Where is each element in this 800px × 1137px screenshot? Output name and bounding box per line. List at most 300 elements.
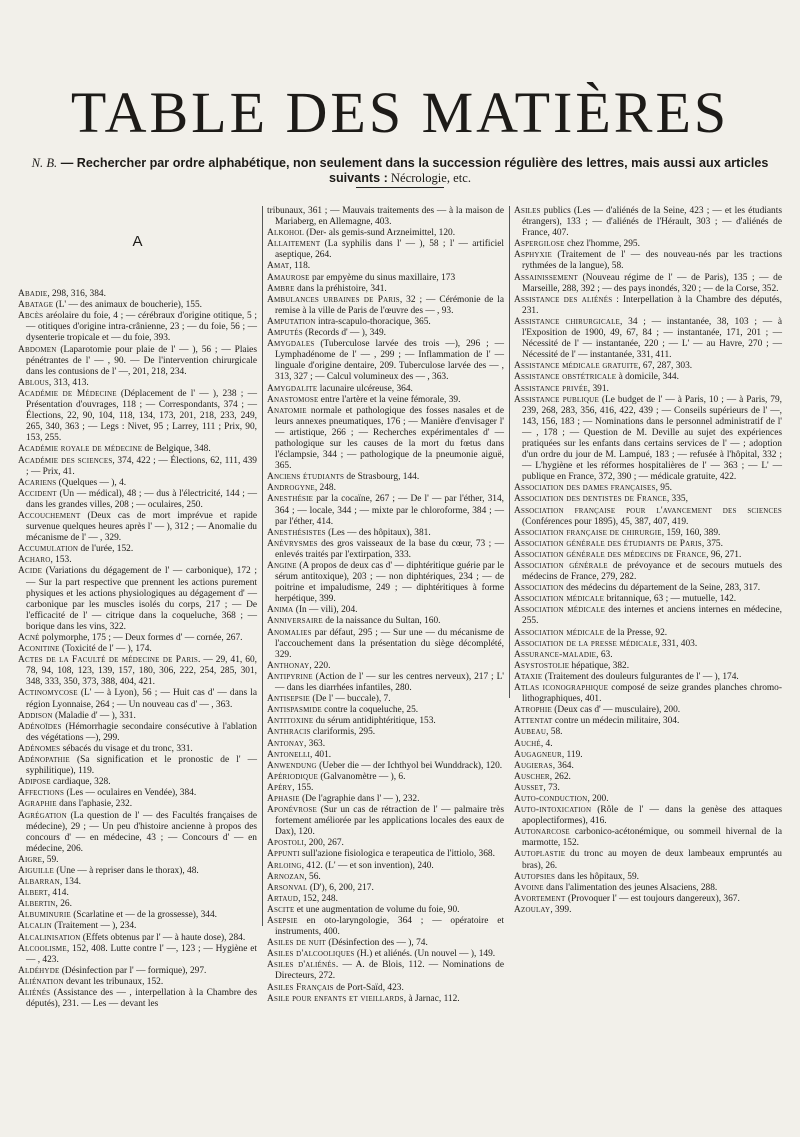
index-entry: [514, 716, 782, 727]
entry-text: , 374, 422 ; — Élections, 62, 111, 439 ; — Prix, 41.: [26, 455, 257, 477]
index-entry: [514, 794, 782, 805]
entry-headword: Autopsies: [514, 871, 556, 882]
entry-headword: Abcès: [18, 311, 44, 322]
entry-text: (Galvanomètre — ), 6.: [317, 771, 406, 782]
entry-headword: Accouchement: [18, 510, 81, 521]
index-entry: [514, 395, 782, 484]
entry-text: , 153.: [50, 555, 72, 566]
index-entry: [267, 539, 504, 561]
index-entry: [18, 711, 257, 722]
entry-text: (Provoquer l' — est toujours dangereux), 367.: [565, 893, 740, 904]
entry-text: (Une — à repriser dans le thorax), 48.: [53, 865, 199, 876]
entry-text: (H.) et aliénés. (Un nouvel — ), 149.: [354, 949, 496, 960]
entry-text: , 59.: [42, 854, 59, 865]
index-entry: [18, 799, 257, 810]
index-entry: [514, 805, 782, 827]
entry-text: (Désinfection par l' — formique), 297.: [59, 965, 207, 976]
index-entry: [514, 361, 782, 372]
index-entry: [18, 966, 257, 977]
entry-text: (Nouveau régime de l' — de Paris), 135 ; — de Marseille, 288, 392 ; — des pays inondés, 320 ; — de la Corse, 352.: [522, 272, 782, 294]
index-entry: [514, 761, 782, 772]
index-entry: [267, 694, 504, 705]
entry-headword: Arsonval: [267, 882, 308, 893]
index-entry: [267, 794, 504, 805]
index-entry: [267, 406, 504, 473]
entry-text: du sérum antidiphtéritique, 153.: [313, 716, 436, 727]
entry-text: , 67, 287, 303.: [638, 361, 693, 372]
index-entry: [267, 705, 504, 716]
column-divider-1: [262, 206, 263, 926]
entry-headword: Assistance médicale gratuite: [514, 361, 639, 372]
entry-text: (Sa signification et le pronostic de l' — syphilitique), 119.: [26, 755, 257, 777]
entry-text: , 313, 413.: [48, 377, 89, 388]
entry-headword: Attentat: [514, 716, 553, 727]
index-entry: [267, 494, 504, 527]
index-entry: [514, 872, 782, 883]
entry-headword: Assistance chirurgicale: [514, 316, 621, 327]
entry-text: (Toxicité de l' — ), 174.: [59, 644, 152, 655]
entry-text: de la naissance du Sultan, 160.: [322, 616, 441, 627]
entry-headword: Albertin: [18, 899, 56, 910]
index-entry: [18, 933, 257, 944]
entry-headword: Alcalin: [18, 921, 52, 932]
entry-text: par défaut, 295 ; — Sur une — du mécanisme de l'accouchement dans la présentation du siège décomplété, 329.: [275, 627, 504, 660]
index-entry: [267, 905, 504, 916]
entry-headword: Assistance obstétricale: [514, 372, 617, 383]
entry-text: (Ueber die — der Ichthyol bei Wunddrack), 120.: [316, 760, 503, 771]
entry-headword: Anthonay: [267, 660, 310, 671]
entry-text: tribunaux, 361 ; — Mauvais traitements des — à la maison de Mariaberg, en Allemagne, 403.: [267, 206, 504, 228]
entry-text: devant les tribunaux, 152.: [63, 976, 164, 987]
entry-headword: Amputation: [267, 316, 316, 327]
entry-headword: Aspergilose: [514, 239, 565, 250]
entry-headword: Aliénation: [18, 976, 64, 987]
index-entry: [267, 739, 504, 750]
index-entry: [514, 894, 782, 905]
entry-text: (A propos de deux cas d' — diphtéritique guérie par le sérum antitoxique), 203 ; — non diphtériques, 234 ; — de poitrine et impaludisme, 249 ; — diphtéritiques à forme herpétique, 399.: [275, 561, 504, 605]
index-entry: [514, 739, 782, 750]
index-entry: [267, 916, 504, 938]
index-entry: [18, 300, 257, 311]
index-entry: [514, 528, 782, 539]
entry-headword: Accumulation: [18, 544, 79, 555]
index-entry: [267, 750, 504, 761]
entry-headword: Ambulances urbaines de Paris: [267, 294, 400, 305]
entry-text: , 34 ; — instantanée, 38, 103 ; — à l'Exposition de 1900, 49, 67, 84 ; — instantanée, 171, 201 ; — Nécessité de l' — instantanée, 220 ; — L' — au Havre, 270 ; — Nécessité de l' — instantanée, 331, 411.: [522, 316, 782, 361]
entry-text: (Tuberculose larvée des trois —), 296 ; — Lymphadénome de l' — , 299 ; — Inflammation de l' — linguale d'origine dentaire, 209. Tuberculose larvée des — , 313, 327 ; — Calcul volumineux des — , 363.: [275, 339, 504, 383]
index-entry: [267, 838, 504, 849]
index-entry: [18, 478, 257, 489]
index-entry: [267, 994, 504, 1005]
index-entry: [18, 633, 257, 644]
entry-headword: Asiles Français: [267, 982, 334, 993]
entry-headword: Agrégation: [18, 810, 67, 821]
entry-text: (Deux cas d' — musculaire), 200.: [551, 705, 681, 716]
entry-text: (In — vili), 204.: [293, 605, 358, 616]
index-entry: [18, 456, 257, 478]
entry-headword: Asiles d'alcooliques: [267, 949, 355, 960]
entry-text: , 152, 408. Lutte contre l' —, 123 ; — Hygiène et — , 423.: [26, 943, 257, 965]
index-entry: [514, 639, 782, 650]
entry-text: , 364.: [552, 760, 574, 771]
entry-text: britannique, 63 ; — mutuelle, 142.: [604, 594, 737, 605]
entry-headword: Ablous: [18, 377, 49, 388]
entry-text: (La syphilis dans l' — ), 58 ; l' — artificiel aseptique, 264.: [275, 239, 504, 261]
index-entry: [514, 628, 782, 639]
entry-text: (Les — oculaires en Vendée), 384.: [64, 788, 197, 799]
index-entry: [267, 849, 504, 860]
entry-headword: Adipose: [18, 777, 51, 788]
entry-headword: Anthracis: [267, 727, 311, 738]
entry-text: , 152, 248.: [298, 893, 338, 904]
entry-text: (Effets obtenus par l' — à haute dose), 284.: [80, 932, 246, 943]
index-entry: [514, 494, 782, 505]
entry-text: , 331, 403.: [657, 638, 698, 649]
entry-headword: Angine: [267, 561, 297, 571]
index-entry: [18, 988, 257, 1010]
entry-headword: Association: [514, 583, 564, 594]
entry-headword: Anima: [267, 605, 294, 616]
index-entry: [514, 239, 782, 250]
index-entry: [514, 583, 782, 594]
index-entry: [514, 506, 782, 528]
entry-text: (Quelques — ), 4.: [56, 477, 127, 488]
entry-text: des internes et anciens internes en médecine, 255.: [522, 605, 782, 627]
index-entry: [514, 650, 782, 661]
entry-text: , 363.: [303, 738, 326, 749]
entry-headword: Arloing: [267, 860, 302, 871]
entry-text: . — A. de Blois, 112. — Nominations de Directeurs, 272.: [275, 960, 505, 982]
entry-text: (Les — des hôpitaux), 381.: [325, 527, 431, 538]
entry-text: dans l'alimentation des jeunes Alsaciens, 288.: [543, 882, 718, 893]
entry-headword: Atlas iconographique: [514, 683, 609, 694]
index-entry: [514, 605, 782, 627]
entry-text: (Maladie d' — ), 331.: [52, 710, 136, 721]
entry-text: (Assistance des — , interpellation à la Chambre des députés), 231. — Les — devant les: [26, 988, 257, 1010]
entry-text: (Records d' — ), 349.: [302, 328, 386, 339]
entry-text: , 399.: [550, 904, 572, 915]
index-entry: [18, 921, 257, 932]
entry-headword: Ausset: [514, 782, 544, 793]
entry-headword: Atrophie: [514, 705, 552, 716]
index-entry: [267, 261, 504, 272]
entry-headword: Acariens: [18, 477, 57, 488]
index-entry: [267, 805, 504, 838]
column-divider-2: [509, 206, 510, 698]
index-entry: [18, 555, 257, 566]
entry-text: , 26.: [55, 899, 72, 910]
index-entry: [514, 683, 782, 705]
notice-tail: Nécrologie, etc.: [387, 171, 471, 185]
entry-text: polymorphe, 175 ; — Deux formes d' — cornée, 267.: [39, 633, 243, 643]
entry-text: (D'), 6, 200, 217.: [307, 882, 374, 893]
entry-headword: Amputés: [267, 328, 303, 339]
index-entry: [18, 744, 257, 755]
entry-text: . — 29, 41, 60, 78, 94, 108, 123, 139, 157, 180, 306, 222, 254, 285, 301, 348, 333, 350, 373, 388, 404, 421.: [26, 655, 258, 688]
entry-text: entre l'artère et la veine fémorale, 39.: [318, 394, 461, 405]
entry-headword: Alcalinisation: [18, 932, 81, 943]
entry-headword: Aliénés: [18, 988, 51, 998]
index-entry: [514, 827, 782, 849]
entry-text: clariformis, 295.: [310, 727, 376, 738]
index-entry: [267, 472, 504, 483]
index-entry: [267, 949, 504, 960]
entry-headword: Auché: [514, 738, 541, 749]
entry-text: : Interpellation à la Chambre des députés, 231.: [522, 294, 783, 316]
index-entry: [18, 977, 257, 988]
index-entry: [18, 944, 257, 966]
index-entry: [267, 894, 504, 905]
index-entry: [514, 561, 782, 583]
entry-text: dans la préhistoire, 341.: [294, 283, 387, 294]
entry-text: , 220.: [309, 660, 331, 671]
entry-text: (Scarlatine et — de la grossesse), 344.: [70, 910, 217, 921]
entry-headword: Albert: [18, 888, 48, 899]
entry-text: , à Jarnac, 112.: [403, 993, 460, 1004]
entry-headword: Association des dentistes de France: [514, 494, 667, 505]
entry-text: (Déplacement de l' — ), 238 ; — Présentation d'ouvrages, 118 ; — Correspondants, 374 ; — Élections, 22, 90, 104, 118, 134, 173, 201, 218, 233, 249, 265, 340, 363 ; — Legs : Nivet, 95 ; Larrey, 111 ; Prix, 90, 153, 255.: [26, 388, 257, 444]
index-entry: [267, 528, 504, 539]
entry-text: des gros vaisseaux de la base du cœur, 73 ; — enlevés traités par l'extirpation, 333.: [275, 538, 504, 560]
entry-headword: Asiles de nuit: [267, 938, 326, 949]
index-entry: [514, 483, 782, 494]
index-entry: [18, 877, 257, 888]
index-entry: [18, 855, 257, 866]
entry-headword: Ambre: [267, 283, 295, 294]
entry-headword: Association générale des médecins de France: [514, 549, 707, 560]
entry-headword: Assainissement: [514, 272, 579, 283]
index-entry: [267, 861, 504, 872]
entry-text: (De l'agraphie dans l' — ), 232.: [299, 793, 420, 804]
entry-text: , 118.: [289, 261, 311, 272]
entry-headword: Albuminurie: [18, 910, 71, 921]
entry-text: , 159, 160, 389.: [661, 527, 721, 538]
entry-headword: Azoulay: [514, 904, 551, 915]
entry-headword: Aigre: [18, 854, 43, 865]
entry-text: , 73.: [543, 782, 560, 793]
index-entry: [267, 317, 504, 328]
index-entry: [514, 750, 782, 761]
index-entry: [514, 772, 782, 783]
entry-headword: Acharo: [18, 555, 51, 566]
entry-headword: Addison: [18, 710, 53, 721]
entry-headword: Asiles: [514, 206, 541, 216]
index-entry: [267, 339, 504, 383]
entry-text: de la Presse, 92.: [604, 627, 668, 638]
index-entry: [514, 550, 782, 561]
index-entry: [18, 655, 257, 688]
entry-text: , 412. (L' — et son invention), 240.: [301, 860, 434, 871]
entry-headword: Académie de Médecine: [18, 388, 117, 399]
entry-text: publics (Les — d'aliénés de la Seine, 423 ; — et les étudiants étrangers), 133 ; — d'aliénés de l'Hérault, 303 ; — d'aliénés de France, 407.: [522, 206, 782, 239]
entry-text: et une augmentation de volume du foie, 90.: [294, 904, 460, 915]
entry-headword: Actes de la Faculté de médecine de Paris: [18, 655, 198, 666]
entry-headword: Association de la presse médicale: [514, 638, 658, 649]
entry-headword: Amygdalite: [267, 383, 318, 394]
entry-headword: Association générale des étudiants de Paris: [514, 538, 702, 549]
entry-text: (L' — à Lyon), 56 ; — Huit cas d' — dans la région Lyonnaise, 264 ; — Un nouveau cas d' — , 363.: [26, 688, 257, 710]
entry-text: à domicile, 344.: [616, 372, 679, 383]
title-rule: [356, 187, 444, 188]
entry-text: lacunaire ulcéreuse, 364.: [317, 383, 413, 394]
index-entry: [18, 755, 257, 777]
index-entry: [18, 345, 257, 378]
entry-headword: Aconitine: [18, 644, 60, 655]
index-entry: [18, 722, 257, 744]
entry-text: sébacés du visage et du tronc, 331.: [60, 743, 193, 754]
entry-text: de Port-Saïd, 423.: [333, 982, 404, 993]
entry-headword: Affections: [18, 788, 65, 799]
index-entry: [267, 761, 504, 772]
entry-headword: Accident: [18, 488, 57, 499]
entry-text: , 262.: [549, 771, 571, 782]
index-entry: [267, 273, 504, 284]
entry-text: (Laparotomie pour plaie de l' — ), 56 ; — Plaies pénétrantes de l' — , 90. — De l'intervention chirurgicale dans les contusions de l' —, 201, 218, 234.: [26, 344, 257, 377]
index-entry: [514, 661, 782, 672]
entry-headword: Association française pour l'avancement des sciences: [514, 505, 782, 516]
entry-headword: Autoplastie: [514, 849, 566, 860]
entry-headword: Antitoxine: [267, 716, 314, 727]
notice-text: — Rechercher par ordre alphabétique, non seulement dans la succession régulière des lettres, mais aussi aux articles suivants :: [57, 156, 769, 185]
index-entry: [18, 866, 257, 877]
index-entry: [18, 888, 257, 899]
index-entry: [514, 206, 782, 239]
entry-headword: Abadie: [18, 289, 48, 300]
entry-headword: Apostoli: [267, 838, 305, 849]
index-entry: [514, 727, 782, 738]
entry-headword: Amat: [267, 261, 290, 272]
index-entry: [18, 378, 257, 389]
entry-text: sull'azione fisiologica e terapeutica de l'ittiolo, 368.: [299, 849, 495, 860]
entry-text: , 298, 316, 384.: [47, 289, 106, 300]
entry-text: (De l' — buccale), 7.: [310, 694, 391, 705]
entry-text: (Deux cas de mort imprévue et rapide survenue quelques heures après l' — ), 312 ; — Anomalie du mécanisme de l' — , 329.: [26, 510, 257, 544]
entry-text: (Le budget de l' — à Paris, 10 ; — à Paris, 79, 239, 268, 283, 356, 416, 422, 439 ; — Conseils supérieurs de l' —, 143, 156, 183 ; — Nominations dans le personnel administratif de l' — , 178 ; — Question de M. Deville au sujet des expériences pratiquées sur les enfants dans certains services de l' — ; adoption d'un ordre du jour de M. Lampué, 183 ; — refusée à l'hôpital, 332 ; — L'hygiène et les réformes hospitalières de l' — 363 ; — L' — publique en France, 372, 390 ; — médicale gratuite, 422.: [522, 394, 782, 483]
notice: [30, 156, 770, 186]
entry-headword: Anatomie: [267, 405, 307, 416]
entry-headword: Artaud: [267, 893, 299, 904]
entry-headword: Amaurose: [267, 272, 310, 283]
index-entry: [18, 910, 257, 921]
entry-text: des médecins du département de la Seine, 283, 317.: [563, 583, 761, 594]
entry-headword: Assurance-maladie: [514, 649, 597, 660]
entry-text: , 119.: [561, 749, 583, 760]
entry-text: hépatique, 382.: [569, 660, 630, 671]
entry-headword: Aponévrose: [267, 805, 317, 816]
entry-headword: Auto-conduction: [514, 793, 588, 804]
entry-headword: Arnozan: [267, 871, 305, 882]
entry-headword: Académie des sciences: [18, 455, 113, 466]
entry-headword: Ascite: [267, 904, 295, 915]
entry-text: (Traitement des douleurs fulgurantes de l' — ), 174.: [542, 671, 739, 682]
entry-text: (Un — médical), 48 ; — dus à l'électricité, 144 ; — dans les grandes villes, 208 ; — oculaires, 250.: [26, 488, 257, 510]
entry-headword: Association générale: [514, 561, 608, 571]
index-entry: [18, 544, 257, 555]
entry-text: , 200.: [587, 793, 609, 804]
entry-text: chez l'homme, 295.: [564, 239, 640, 250]
entry-text: (L' — des animaux de boucherie), 155.: [53, 300, 203, 311]
entry-headword: Acide: [18, 566, 43, 577]
entry-headword: Anciens étudiants: [267, 472, 345, 483]
index-entry: [18, 777, 257, 788]
entry-headword: Association médicale: [514, 605, 606, 616]
entry-headword: Auscher: [514, 771, 550, 782]
entry-headword: Ataxie: [514, 671, 543, 682]
entry-headword: Augieras: [514, 760, 553, 771]
entry-headword: Apériodique: [267, 771, 318, 782]
entry-headword: Association médicale: [514, 594, 605, 605]
index-entry: [267, 239, 504, 261]
index-entry: [18, 788, 257, 799]
index-entry: [18, 899, 257, 910]
entry-headword: Asile pour enfants et vieillards: [267, 993, 404, 1004]
entry-text: (Traitement de l' — des nouveau-nés par les tractions rythmées de la langue), 58.: [522, 250, 782, 272]
entry-text: , 200, 267.: [304, 838, 344, 849]
index-entry: [514, 384, 782, 395]
section-letter: A: [132, 233, 143, 250]
entry-text: , 401.: [310, 749, 332, 760]
index-entry: [267, 716, 504, 727]
entry-text: (Désinfection des — ), 74.: [325, 938, 428, 949]
entry-headword: Avoine: [514, 882, 544, 893]
entry-text: carbonico-acétonémique, ou sommeil hivernal de la marmotte, 152.: [522, 827, 782, 849]
entry-headword: Anévrysmes: [267, 538, 318, 549]
entry-headword: Anastomose: [267, 394, 319, 405]
entry-headword: Assistance privée: [514, 383, 588, 394]
index-entry: [267, 772, 504, 783]
entry-headword: Appunti: [267, 849, 300, 860]
entry-text: (Der- als gemis-sund Arzneimittel, 120.: [303, 228, 456, 239]
entry-headword: Association française de chirurgie: [514, 527, 662, 538]
entry-text: , 95.: [655, 483, 672, 494]
entry-headword: Asphyxie: [514, 250, 552, 261]
entry-text: (Traitement — ), 234.: [51, 921, 137, 932]
entry-text: , 4.: [540, 738, 553, 749]
column-2-entries: [267, 206, 504, 1005]
index-entry: [514, 849, 782, 871]
entry-headword: Association des dames françaises: [514, 483, 656, 494]
entry-headword: Androgyne: [267, 483, 315, 494]
entry-text: , 391.: [587, 383, 609, 394]
entry-headword: Aiguille: [18, 865, 54, 876]
entry-headword: Académie royale de médecine: [18, 444, 143, 455]
index-entry: [267, 395, 504, 406]
index-entry: [18, 688, 257, 710]
entry-text: (Action de l' — sur les centres nerveux), 217 ; L' — dans les diarrhées infantiles, 280.: [275, 671, 504, 694]
index-entry: [267, 938, 504, 949]
index-entry: [18, 811, 257, 855]
entry-headword: Aubeau: [514, 727, 547, 738]
entry-headword: Antipyrine: [267, 671, 313, 682]
entry-headword: Amygdales: [267, 339, 315, 350]
entry-text: , 335,: [666, 494, 688, 505]
entry-text: aréolaire du foie, 4 ; — cérébraux d'origine otitique, 5 ; — otitiques d'origine intra-crânienne, 23 ; — du foie, 56 ; — dysenterie tropicale et — du foie, 393.: [26, 311, 257, 344]
entry-text: par la cocaïne, 267 ; — De l' — par l'éther, 314, 364 ; — locale, 344 ; — mixte par le chloroforme, 384 ; — par l'éther, 414.: [275, 494, 504, 527]
entry-text: , 63.: [596, 649, 613, 660]
index-entry: [514, 905, 782, 916]
entry-headword: Auto-intoxication: [514, 805, 592, 816]
entry-text: de prévoyance et de secours mutuels des médecins de France, 279, 282.: [522, 561, 782, 583]
entry-text: , 375.: [701, 538, 723, 549]
index-entry: [267, 783, 504, 794]
entry-text: de l'urée, 152.: [78, 544, 134, 555]
index-entry: [267, 206, 504, 228]
entry-headword: Avortement: [514, 893, 566, 904]
entry-text: de Belgique, 348.: [142, 444, 211, 455]
entry-headword: Asiles d'aliénés: [267, 960, 336, 971]
entry-headword: Antonelli: [267, 749, 311, 760]
index-entry: [267, 284, 504, 295]
